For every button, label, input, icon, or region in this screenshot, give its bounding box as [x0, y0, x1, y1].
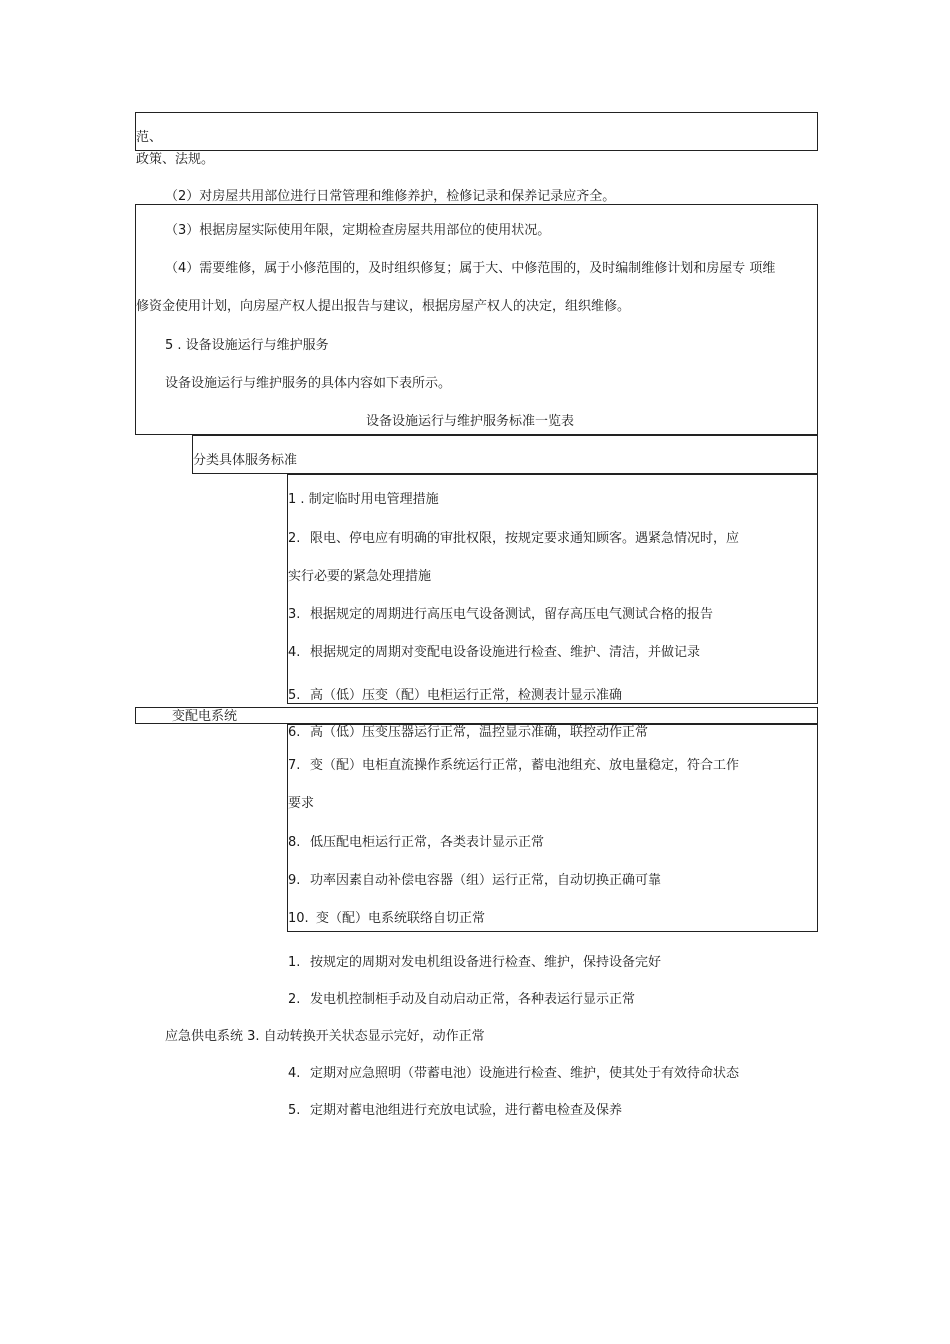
power-item-7: 7. 变（配）电柜直流操作系统运行正常，蓄电池组充、放电量稳定，符合工作 — [288, 758, 740, 773]
section-heading: 5 . 设备设施运行与维护服务 — [165, 338, 329, 353]
power-category-row — [135, 707, 818, 724]
intro-item-2: （2）对房屋共用部位进行日常管理和维修养护，检修记录和保养记录应齐全。 — [165, 189, 616, 204]
emergency-item-2: 2. 发电机控制柜手动及自动启动正常，各种表运行显示正常 — [288, 992, 636, 1007]
intro-top-box — [135, 112, 818, 151]
power-category-label: 变配电系统 — [172, 709, 238, 724]
power-item-2-cont: 实行必要的紧急处理措施 — [288, 569, 432, 584]
power-item-9: 9. 功率因素自动补偿电容器（组）运行正常，自动切换正确可靠 — [288, 873, 662, 888]
intro-item-3: （3）根据房屋实际使用年限，定期检查房屋共用部位的使用状况。 — [165, 223, 551, 238]
power-item-10: 10. 变（配）电系统联络自切正常 — [288, 911, 486, 926]
power-item-6: 6. 高（低）压变压器运行正常，温控显示准确，联控动作正常 — [288, 725, 649, 740]
power-item-5: 5. 高（低）压变（配）电柜运行正常，检测表计显示准确 — [288, 688, 623, 703]
section-lead: 设备设施运行与维护服务的具体内容如下表所示。 — [165, 376, 452, 391]
power-standards-upper-cell — [287, 474, 818, 704]
intro-box-text: 范、 — [136, 130, 163, 145]
power-item-4: 4. 根据规定的周期对变配电设备设施进行检查、维护、清洁，并做记录 — [288, 645, 701, 660]
intro-item-4-line-1: （4）需要维修，属于小修范围的，及时组织修复；属于大、中修范围的，及时编制维修计划和房屋专 项维 — [165, 261, 776, 276]
power-item-3: 3. 根据规定的周期进行高压电气设备测试，留存高压电气测试合格的报告 — [288, 607, 714, 622]
intro-continued-text: 政策、法规。 — [136, 152, 215, 167]
power-item-8: 8. 低压配电柜运行正常，各类表计显示正常 — [288, 835, 545, 850]
emergency-item-1: 1. 按规定的周期对发电机组设备进行检查、维护，保持设备完好 — [288, 955, 662, 970]
emergency-item-5: 5. 定期对蓄电池组进行充放电试验，进行蓄电检查及保养 — [288, 1103, 623, 1118]
power-standards-lower-cell — [287, 724, 818, 932]
power-item-2: 2. 限电、停电应有明确的审批权限，按规定要求通知顾客。遇紧急情况时，应 — [288, 531, 740, 546]
power-item-1: 1 . 制定临时用电管理措施 — [288, 492, 439, 507]
table-title: 设备设施运行与维护服务标准一览表 — [366, 414, 575, 429]
intro-item-4-line-2: 修资金使用计划，向房屋产权人提出报告与建议，根据房屋产权人的决定，组织维修。 — [136, 299, 631, 314]
emergency-item-4: 4. 定期对应急照明（带蓄电池）设施进行检查、维护，使其处于有效待命状态 — [288, 1066, 740, 1081]
power-item-7-cont: 要求 — [288, 796, 315, 811]
table-header-label: 分类具体服务标准 — [193, 453, 298, 468]
emergency-category-line: 应急供电系统 3. 自动转换开关状态显示完好，动作正常 — [165, 1029, 485, 1044]
